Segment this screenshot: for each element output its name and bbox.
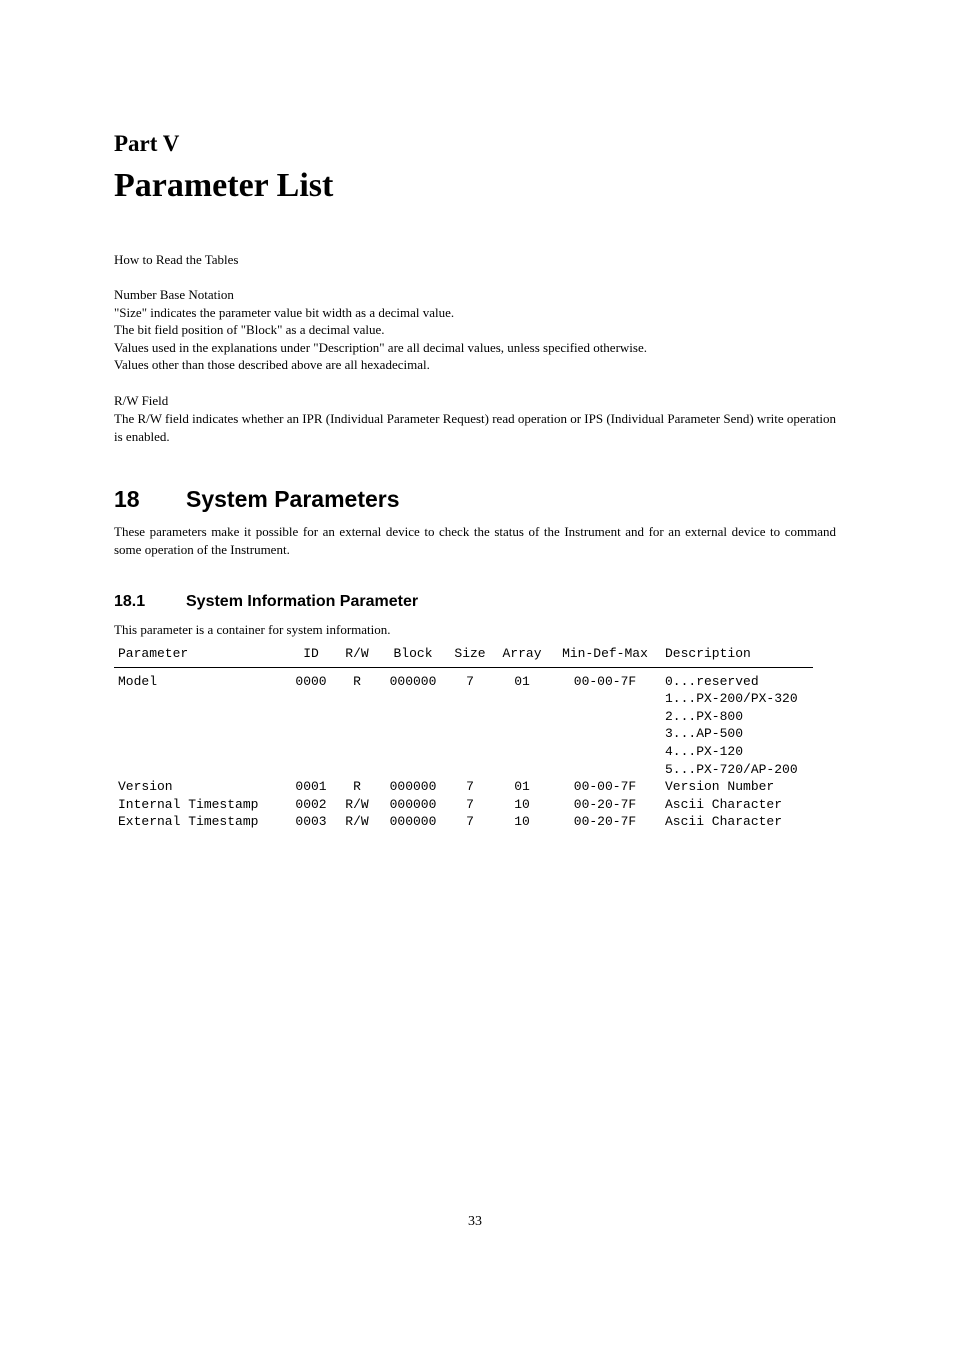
rw-field-title: R/W Field — [114, 393, 169, 408]
cell-array — [491, 743, 553, 761]
table-row — [114, 761, 813, 779]
cell-description: Ascii Character — [665, 814, 783, 830]
cell-size: 7 — [466, 796, 474, 812]
cell-min-def-max — [553, 743, 657, 761]
cell-array: 10 — [514, 796, 530, 812]
section-text: These parameters make it possible for an external device to check the status of the Instrument and for an external device to command some operation of the Instrument. — [114, 524, 836, 557]
cell-array — [491, 761, 553, 779]
subsection-title: System Information Parameter — [186, 593, 419, 610]
cell-block — [377, 725, 449, 743]
cell-min-def-max: 00-20-7F — [573, 814, 637, 830]
table-row — [114, 778, 813, 796]
header-rw: R/W — [337, 645, 377, 667]
part-label: Part V — [114, 131, 180, 156]
cell-array — [491, 725, 553, 743]
number-base-title: Number Base Notation — [114, 287, 234, 302]
cell-size — [449, 743, 491, 761]
cell-size: 7 — [466, 814, 474, 830]
cell-min-def-max — [553, 708, 657, 726]
section-number: 18 — [114, 486, 140, 512]
cell-block — [377, 761, 449, 779]
cell-array: 01 — [514, 779, 530, 795]
number-base-line: "Size" indicates the parameter value bit width as a decimal value. — [114, 304, 455, 320]
cell-min-def-max — [553, 690, 657, 708]
table-row — [114, 667, 813, 690]
cell-id — [285, 743, 337, 761]
cell-size — [449, 725, 491, 743]
number-base-line: The bit field position of "Block" as a decimal value. — [114, 322, 385, 338]
number-base-line: Values other than those described above are all hexadecimal. — [114, 357, 430, 373]
cell-description: 5...PX-720/AP-200 — [665, 761, 798, 777]
table-row — [114, 725, 813, 743]
subsection-number: 18.1 — [114, 593, 146, 610]
header-min-def-max: Min-Def-Max — [553, 645, 657, 667]
cell-parameter — [114, 690, 285, 708]
header-size: Size — [449, 645, 491, 667]
subsection-text: This parameter is a container for system information. — [114, 622, 391, 637]
rw-field-text: The R/W field indicates whether an IPR (Individual Parameter Request) read operation or IPS (Individual Parameter Send) write operation is enabled. — [114, 411, 836, 444]
cell-id: 0003 — [295, 814, 327, 830]
cell-rw — [337, 743, 377, 761]
cell-id — [285, 725, 337, 743]
cell-id: 0001 — [295, 779, 327, 795]
table-row — [114, 690, 813, 708]
cell-rw: R — [353, 779, 361, 795]
cell-min-def-max — [553, 761, 657, 779]
cell-size: 7 — [466, 779, 474, 795]
section-heading — [114, 485, 400, 513]
cell-min-def-max: 00-20-7F — [573, 796, 637, 812]
header-id: ID — [285, 645, 337, 667]
cell-block — [377, 743, 449, 761]
cell-array — [491, 708, 553, 726]
cell-parameter — [114, 743, 285, 761]
cell-description: 1...PX-200/PX-320 — [665, 691, 798, 707]
cell-description: 0...reserved — [665, 673, 759, 689]
cell-parameter — [114, 725, 285, 743]
cell-id — [285, 761, 337, 779]
cell-parameter: Version — [118, 779, 173, 795]
cell-min-def-max: 00-00-7F — [573, 673, 637, 689]
cell-array — [491, 690, 553, 708]
cell-parameter — [114, 761, 285, 779]
cell-block — [377, 708, 449, 726]
cell-size — [449, 690, 491, 708]
subsection-heading — [114, 592, 418, 612]
cell-id — [285, 708, 337, 726]
cell-rw — [337, 761, 377, 779]
cell-block — [377, 690, 449, 708]
table-header-row — [114, 645, 813, 667]
page-number: 33 — [468, 1214, 482, 1229]
cell-min-def-max: 00-00-7F — [573, 779, 637, 795]
header-description: Description — [657, 645, 813, 667]
table-body — [114, 667, 813, 831]
number-base-line: Values used in the explanations under "Description" are all decimal values, unless specified otherwise. — [114, 339, 647, 355]
header-array: Array — [491, 645, 553, 667]
cell-block: 000000 — [389, 779, 437, 795]
cell-size: 7 — [466, 673, 474, 689]
cell-parameter: Internal Timestamp — [118, 796, 259, 812]
cell-rw: R — [353, 673, 361, 689]
cell-array: 10 — [514, 814, 530, 830]
table-row — [114, 743, 813, 761]
cell-parameter — [114, 708, 285, 726]
cell-id: 0000 — [295, 673, 327, 689]
cell-rw: R/W — [345, 796, 369, 812]
cell-block: 000000 — [389, 814, 437, 830]
parameter-table — [114, 645, 813, 831]
cell-rw — [337, 708, 377, 726]
cell-rw: R/W — [345, 814, 369, 830]
cell-description: Ascii Character — [665, 796, 783, 812]
intro-heading: How to Read the Tables — [114, 252, 239, 267]
cell-rw — [337, 725, 377, 743]
section-title: System Parameters — [186, 486, 400, 512]
cell-description: Version Number — [665, 779, 775, 795]
cell-description: 3...AP-500 — [665, 726, 744, 742]
table-row — [114, 708, 813, 726]
cell-id: 0002 — [295, 796, 327, 812]
document-page — [114, 0, 836, 1351]
cell-rw — [337, 690, 377, 708]
cell-block: 000000 — [389, 673, 437, 689]
part-title: Parameter List — [114, 167, 334, 204]
header-block: Block — [377, 645, 449, 667]
cell-array: 01 — [514, 673, 530, 689]
cell-description: 4...PX-120 — [665, 743, 744, 759]
cell-min-def-max — [553, 725, 657, 743]
table-row — [114, 796, 813, 814]
cell-size — [449, 708, 491, 726]
cell-description: 2...PX-800 — [665, 708, 744, 724]
number-base-block — [114, 286, 836, 374]
header-parameter: Parameter — [114, 645, 285, 667]
cell-id — [285, 690, 337, 708]
cell-parameter: External Timestamp — [118, 814, 259, 830]
cell-block: 000000 — [389, 796, 437, 812]
cell-size — [449, 761, 491, 779]
cell-parameter: Model — [118, 673, 158, 689]
table-row — [114, 813, 813, 831]
